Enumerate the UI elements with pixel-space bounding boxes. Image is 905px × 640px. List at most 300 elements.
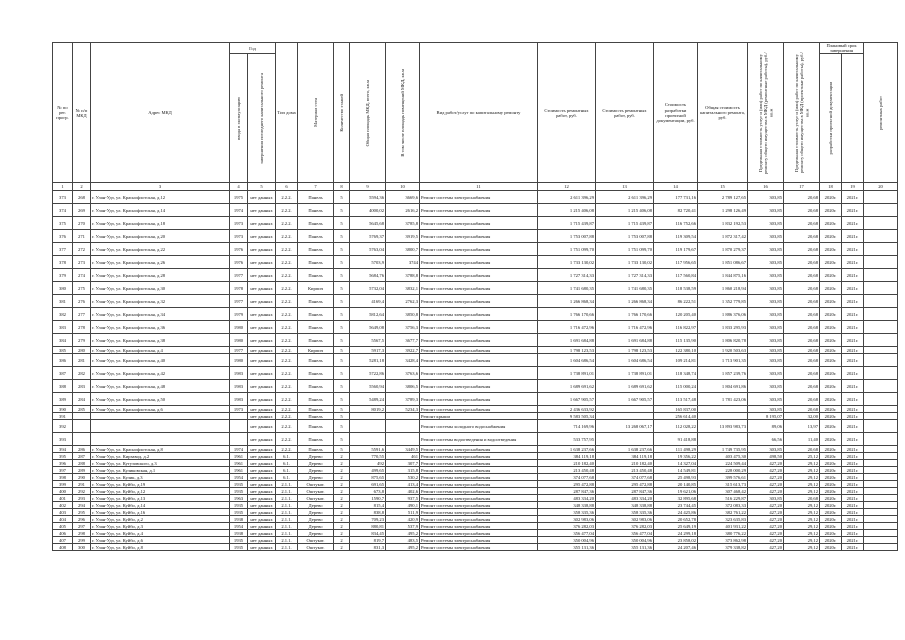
table-cell: 350 004,96 <box>538 537 596 544</box>
table-cell: 533 757,95 <box>538 433 596 446</box>
table-cell: Ремонт системы электроснабжения <box>420 460 538 467</box>
table-cell: 2021г. <box>842 321 864 334</box>
table-cell: 1590,7 <box>350 495 386 502</box>
table-cell: 1 352 779,85 <box>698 295 748 308</box>
table-cell: 20,68 <box>784 495 820 502</box>
table-cell: 66,56 <box>748 433 784 446</box>
table-cell: нет данных <box>248 523 276 530</box>
table-cell: нет данных <box>248 537 276 544</box>
table-cell: 113 517,48 <box>654 393 698 406</box>
col-header-repair-cost: Стоимость ремонтных работ, руб. <box>538 43 596 183</box>
table-cell: 2021г. <box>842 446 864 453</box>
table-cell: 427,20 <box>748 544 784 551</box>
table-cell: 1935 <box>230 502 248 509</box>
table-cell: нет данных <box>248 433 276 446</box>
table-cell: Ремонт системы электроснабжения <box>420 495 538 502</box>
table-cell: 288 <box>73 460 91 467</box>
table-cell: 296 <box>73 516 91 523</box>
table-cell: 495,2 <box>386 544 420 551</box>
table-cell: 1983 <box>230 393 248 406</box>
table-cell: 299 <box>73 537 91 544</box>
table-cell: 2 <box>334 481 350 488</box>
table-cell: нет данных <box>248 256 276 269</box>
table-cell: 1 870 279,37 <box>698 243 748 256</box>
table-cell: 2020г. <box>820 406 842 413</box>
table-cell: 2020г. <box>820 217 842 230</box>
table-cell: 2020г. <box>820 453 842 460</box>
table-cell: Ремонт системы электроснабжения <box>420 269 538 282</box>
table-cell: нет данных <box>248 406 276 413</box>
table-cell: 2.2.2. <box>276 334 298 347</box>
table-cell: 2021г. <box>842 516 864 523</box>
col-header-blank <box>842 54 864 183</box>
table-cell: г. Улан-Удэ, ул. Краснофлотская, д.32 <box>91 295 230 308</box>
table-cell: нет данных <box>248 295 276 308</box>
table-cell: Ремонт системы электроснабжения <box>420 282 538 295</box>
table-cell: г. Улан-Удэ, ул. Куйбо, д.3 <box>91 523 230 530</box>
table-cell: нет данных <box>248 367 276 380</box>
table-cell: 1 691 684,88 <box>596 334 654 347</box>
col-header-repair-cost-2: Стоимость ремонтных работ, руб. <box>596 43 654 183</box>
table-row <box>53 495 898 502</box>
table-cell: 1 844 875,16 <box>698 269 748 282</box>
table-cell: нет данных <box>248 243 276 256</box>
table-cell: 2021г. <box>842 467 864 474</box>
table-cell: 295 <box>73 509 91 516</box>
table-cell: 1 667 905,57 <box>596 393 654 406</box>
table-cell: 2020г. <box>820 420 842 433</box>
column-number: 16 <box>748 183 784 191</box>
table-cell: 2021г. <box>842 433 864 446</box>
table-cell: 5234,3 <box>386 406 420 413</box>
table-cell: 20 652,78 <box>654 516 698 523</box>
table-cell: 5 <box>334 269 350 282</box>
table-cell: 286 <box>73 446 91 453</box>
table-cell: Ремонт системы электроснабжения <box>420 474 538 481</box>
table-cell: 5 <box>334 347 350 354</box>
table-cell: Оштукат. <box>298 537 334 544</box>
table-cell: 5 <box>334 446 350 453</box>
table-cell: 483,5 <box>386 537 420 544</box>
table-cell: 1935 <box>230 481 248 488</box>
table-row <box>53 481 898 488</box>
table-cell: 303,85 <box>748 495 784 502</box>
table-cell: 2 <box>334 530 350 537</box>
table-cell: 20,68 <box>784 354 820 367</box>
table-cell: 117 560,84 <box>654 269 698 282</box>
table-cell: 1935 <box>230 488 248 495</box>
table-cell: 397 <box>53 467 73 474</box>
table-cell: 389 <box>53 393 73 406</box>
table-cell: г. Улан-Удэ, ул. Краснофлотская, д.30 <box>91 282 230 295</box>
table-cell: 2020г. <box>820 495 842 502</box>
table-cell: 2.2.2. <box>276 446 298 453</box>
table-cell: 303,85 <box>748 446 784 453</box>
table-row <box>53 420 898 433</box>
table-cell: Ремонт системы электроснабжения <box>420 481 538 488</box>
column-number: 11 <box>420 183 538 191</box>
column-number: 20 <box>864 183 898 191</box>
column-number: 5 <box>248 183 276 191</box>
table-cell: 19 356,22 <box>654 453 698 460</box>
table-cell-empty <box>864 347 898 354</box>
table-cell: 2.2.2. <box>276 413 298 420</box>
table-cell: 1 715 439,87 <box>538 217 596 230</box>
table-cell: 20,68 <box>784 217 820 230</box>
table-row <box>53 516 898 523</box>
table-cell: 273 <box>73 256 91 269</box>
table-cell: 3789,3 <box>386 393 420 406</box>
table-cell: 399 576,61 <box>698 474 748 481</box>
table-cell: 408 <box>53 544 73 551</box>
table-cell: Панель <box>298 393 334 406</box>
table-cell: 1935 <box>230 544 248 551</box>
table-cell-empty <box>864 544 898 551</box>
table-cell: 375 <box>53 217 73 230</box>
table-cell: 2.2.2. <box>276 380 298 393</box>
table-body <box>53 191 898 551</box>
table-cell: Ремонт системы электроснабжения <box>420 321 538 334</box>
table-cell: 2020г. <box>820 530 842 537</box>
table-cell: 1 691 684,88 <box>538 334 596 347</box>
table-cell: 385 <box>53 347 73 354</box>
table-cell-empty <box>864 413 898 420</box>
table-cell: 2020г. <box>820 509 842 516</box>
table-cell <box>596 413 654 420</box>
table-cell: Ремонт системы электроснабжения <box>420 393 538 406</box>
table-cell: 3449,5 <box>386 446 420 453</box>
table-cell: 2021г. <box>842 523 864 530</box>
table-cell: 427,20 <box>748 488 784 495</box>
table-cell: 2021г. <box>842 502 864 509</box>
table-cell: 461 <box>386 453 420 460</box>
table-row <box>53 406 898 413</box>
table-cell: 5 <box>334 380 350 393</box>
table-cell: 2 <box>334 495 350 502</box>
table-cell: 838,8 <box>350 509 386 516</box>
table-cell: Панель <box>298 191 334 204</box>
table-cell: Ремонт системы электроснабжения <box>420 516 538 523</box>
col-header-work-type: Вид работ/услуг по капитальному ремонту <box>420 43 538 183</box>
table-cell: 1974 <box>230 446 248 453</box>
table-row <box>53 509 898 516</box>
table-cell: 2.2.2. <box>276 256 298 269</box>
table-cell: 3800,7 <box>386 243 420 256</box>
table-cell-empty <box>864 523 898 530</box>
table-cell: 2020г. <box>820 446 842 453</box>
table-cell: 5489,24 <box>350 393 386 406</box>
table-cell: нет данных <box>248 420 276 433</box>
table-cell: 5703,9 <box>350 256 386 269</box>
table-cell: 91 418,88 <box>654 433 698 446</box>
table-cell: Панель <box>298 204 334 217</box>
table-cell: 377 <box>53 243 73 256</box>
table-cell: 356 477,04 <box>596 530 654 537</box>
table-cell: 427,20 <box>748 523 784 530</box>
table-cell: нет данных <box>248 413 276 420</box>
table-cell: 20 140,85 <box>654 481 698 488</box>
table-cell: 2021г. <box>842 256 864 269</box>
table-cell: 1 806 820,78 <box>698 334 748 347</box>
table-cell: нет данных <box>248 495 276 502</box>
table-cell: 2021г. <box>842 488 864 495</box>
table-cell: 2.2.2. <box>276 393 298 406</box>
table-cell: 388 <box>53 380 73 393</box>
table-cell: 2021г. <box>842 474 864 481</box>
table-row <box>53 230 898 243</box>
table-cell-empty <box>864 460 898 467</box>
table-cell: 2021г. <box>842 230 864 243</box>
table-cell: 303,85 <box>748 393 784 406</box>
table-cell: 287 847,36 <box>538 488 596 495</box>
table-cell: 3832,1 <box>386 282 420 295</box>
table-row <box>53 191 898 204</box>
table-cell: 1 713 901,35 <box>698 354 748 367</box>
table-row <box>53 523 898 530</box>
table-cell <box>73 420 91 433</box>
table-cell: 2021г. <box>842 347 864 354</box>
table-cell: 3919,5 <box>386 230 420 243</box>
table-cell: 3677,7 <box>386 334 420 347</box>
table-cell: 291 <box>73 481 91 488</box>
table-cell: Ремонт крыши <box>420 413 538 420</box>
table-cell: Ремонт системы электроснабжения <box>420 380 538 393</box>
table-cell: нет данных <box>248 481 276 488</box>
table-cell: 1954 <box>230 474 248 481</box>
table-cell: 770,55 <box>350 453 386 460</box>
table-cell: 302 983,06 <box>538 516 596 523</box>
table-cell: Панель <box>298 406 334 413</box>
table-cell: 303,85 <box>748 295 784 308</box>
table-cell: 483 334,20 <box>538 495 596 502</box>
table-cell: г. Улан-Удэ, ул. Краснофлотская, д.6 <box>91 406 230 413</box>
table-cell: Ремонт системы электроснабжения <box>420 191 538 204</box>
table-cell: 1 798 123,53 <box>596 347 654 354</box>
table-cell: 395 <box>53 453 73 460</box>
column-number: 4 <box>230 183 248 191</box>
table-cell: 1938 <box>230 530 248 537</box>
table-cell: 2020г. <box>820 460 842 467</box>
table-cell: 2021г. <box>842 367 864 380</box>
table-cell: г. Улан-Удэ, ул. Куйбо, д.16 <box>91 509 230 516</box>
table-cell: Дерево <box>298 516 334 523</box>
table-cell: 498,50 <box>748 453 784 460</box>
table-cell: 376 282,03 <box>596 523 654 530</box>
table-cell: 13 268 067,17 <box>596 420 654 433</box>
table-cell: 1 689 691,62 <box>538 380 596 393</box>
col-header-total-area: Общая площадь МКД, всего, кв.м <box>350 43 386 183</box>
table-row <box>53 537 898 544</box>
table-cell: нет данных <box>248 282 276 295</box>
table-cell: 20,68 <box>784 256 820 269</box>
table-cell: 5 <box>334 282 350 295</box>
table-cell: 295 472,88 <box>596 481 654 488</box>
table-cell: 5 <box>334 191 350 204</box>
table-cell: 109 214,81 <box>654 354 698 367</box>
table-cell: 29,12 <box>784 509 820 516</box>
table-cell: 2.2.2. <box>276 295 298 308</box>
table-cell <box>386 413 420 420</box>
column-number: 10 <box>386 183 420 191</box>
table-cell: 378 <box>53 256 73 269</box>
table-cell <box>386 420 420 433</box>
table-cell: 269 <box>73 204 91 217</box>
table-cell: 2020г. <box>820 230 842 243</box>
table-cell: 2 611 396,29 <box>538 191 596 204</box>
table-cell: 1 266 868,34 <box>538 295 596 308</box>
table-cell: 118 538,59 <box>654 282 698 295</box>
table-cell: 165 837,00 <box>654 406 698 413</box>
table-cell: 302 983,06 <box>596 516 654 523</box>
table-cell-empty <box>864 406 898 413</box>
table-cell: Панель <box>298 354 334 367</box>
table-cell: 1978 <box>230 282 248 295</box>
table-cell: 303,85 <box>748 406 784 413</box>
table-cell: 20,68 <box>784 269 820 282</box>
table-cell: 1961 <box>230 460 248 467</box>
table-cell: 2 <box>334 502 350 509</box>
table-cell: 2616,2 <box>386 204 420 217</box>
table-cell: 673,8 <box>350 488 386 495</box>
table-cell: 6.1. <box>276 474 298 481</box>
table-cell: нет данных <box>248 488 276 495</box>
table-cell: 2021г. <box>842 243 864 256</box>
table-cell: 348 338,88 <box>538 502 596 509</box>
table-cell: 1 886 376,06 <box>698 308 748 321</box>
table-cell: 387 <box>53 367 73 380</box>
table-cell: 2 <box>334 516 350 523</box>
table-cell: 297 <box>73 523 91 530</box>
table-cell: 2020г. <box>820 537 842 544</box>
table-cell: 29,12 <box>784 537 820 544</box>
column-number: 6 <box>276 183 298 191</box>
table-cell <box>698 413 748 420</box>
table-cell: 303,85 <box>748 334 784 347</box>
table-cell: 401 931,22 <box>698 523 748 530</box>
table-cell: 1961 <box>230 467 248 474</box>
table-cell: 213 450,48 <box>538 467 596 474</box>
table-cell: 1935 <box>230 509 248 516</box>
table-cell: 300 <box>73 544 91 551</box>
table-cell: 29,12 <box>784 488 820 495</box>
col-header-total-cost: Общая стоимость капитального ремонта, руб. <box>698 43 748 183</box>
table-cell: 20,68 <box>784 347 820 354</box>
col-header-premises-area: В том числе площадь помещений МКД, кв.м <box>386 43 420 183</box>
table-cell: 2.2.2. <box>276 420 298 433</box>
table-cell: Панель <box>298 321 334 334</box>
table-cell-empty <box>864 321 898 334</box>
table-cell: Панель <box>298 413 334 420</box>
table-cell: 3669,6 <box>386 191 420 204</box>
table-cell: г. Улан-Удэ, ул. Кирзавод, д.2 <box>91 453 230 460</box>
table-cell: нет данных <box>248 453 276 460</box>
table-cell: 390 <box>53 406 73 413</box>
table-cell: 210 182,40 <box>596 460 654 467</box>
table-cell: 11,40 <box>784 433 820 446</box>
table-cell: 1 689 691,62 <box>596 380 654 393</box>
table-cell: 815,4 <box>350 502 386 509</box>
table-cell: нет данных <box>248 460 276 467</box>
table-cell: 116 822,97 <box>654 321 698 334</box>
table-cell <box>230 433 248 446</box>
table-cell: 2021г. <box>842 495 864 502</box>
table-cell-empty <box>864 488 898 495</box>
table-cell: 2021г. <box>842 509 864 516</box>
table-cell: 228 000,29 <box>698 467 748 474</box>
table-cell: г. Улан-Удэ, ул. Кутузовского, д.3 <box>91 460 230 467</box>
table-cell: Ремонт системы электроснабжения <box>420 354 538 367</box>
table-cell: 2.2.2. <box>276 230 298 243</box>
table-cell: 2021г. <box>842 537 864 544</box>
table-row <box>53 460 898 467</box>
table-cell: 2 436 633,92 <box>538 406 596 413</box>
table-cell: г. Улан-Удэ, ул. Куйбо, д.8 <box>91 544 230 551</box>
table-cell: 2021г. <box>842 269 864 282</box>
table-cell: 2.2.2. <box>276 282 298 295</box>
table-cell: г. Улан-Удэ, ул. Краснофлотская, д.8 <box>91 446 230 453</box>
table-cell: 3806,5 <box>386 380 420 393</box>
table-cell: 2021г. <box>842 204 864 217</box>
table-cell: 492 <box>350 460 386 467</box>
table-cell: г. Улан-Удэ, ул. Куйбо, д.6 <box>91 537 230 544</box>
table-cell: 303,85 <box>748 269 784 282</box>
col-header-address: Адрес МКД <box>91 43 230 183</box>
table-cell: 307 468,42 <box>698 488 748 495</box>
table-cell-empty <box>864 446 898 453</box>
table-row <box>53 217 898 230</box>
table-cell: 1 741 680,35 <box>596 282 654 295</box>
table-row <box>53 413 898 420</box>
table-cell: 1 638 237,66 <box>596 446 654 453</box>
table-cell: 1 804 691,86 <box>698 380 748 393</box>
table-cell: 29,12 <box>784 502 820 509</box>
table-cell: 2 <box>334 544 350 551</box>
table-cell: Панель <box>298 446 334 453</box>
table-cell: Ремонт системы электроснабжения <box>420 537 538 544</box>
table-cell: 382 761,22 <box>698 509 748 516</box>
table-cell: 2 <box>334 460 350 467</box>
table-cell-empty <box>864 308 898 321</box>
table-cell: 937,5 <box>386 495 420 502</box>
table-cell-empty <box>864 204 898 217</box>
table-cell: Ремонт системы электроснабжения <box>420 243 538 256</box>
table-cell <box>698 406 748 413</box>
table-cell: нет данных <box>248 509 276 516</box>
table-cell: 1935 <box>230 537 248 544</box>
table-cell: 303,85 <box>748 204 784 217</box>
table-cell: 1977 <box>230 269 248 282</box>
table-cell: 4169,4 <box>350 295 386 308</box>
table-cell: 402 <box>53 502 73 509</box>
table-cell-empty <box>864 256 898 269</box>
table-cell: Панель <box>298 433 334 446</box>
table-cell: 303,85 <box>748 321 784 334</box>
column-number: 1 <box>53 183 73 191</box>
table-cell: нет данных <box>248 502 276 509</box>
table-cell: 303,85 <box>748 282 784 295</box>
table-cell: 268 <box>73 191 91 204</box>
table-cell: Ремонт системы электроснабжения <box>420 256 538 269</box>
table-cell: 373 862,98 <box>698 537 748 544</box>
table-cell: 29,12 <box>784 516 820 523</box>
table-cell-empty <box>864 481 898 488</box>
table-cell: 6.1. <box>276 460 298 467</box>
table-cell: 2021г. <box>842 420 864 433</box>
table-cell: 358 335,36 <box>538 509 596 516</box>
table-cell <box>596 433 654 446</box>
table-cell: 298 <box>73 530 91 537</box>
table-cell <box>73 433 91 446</box>
